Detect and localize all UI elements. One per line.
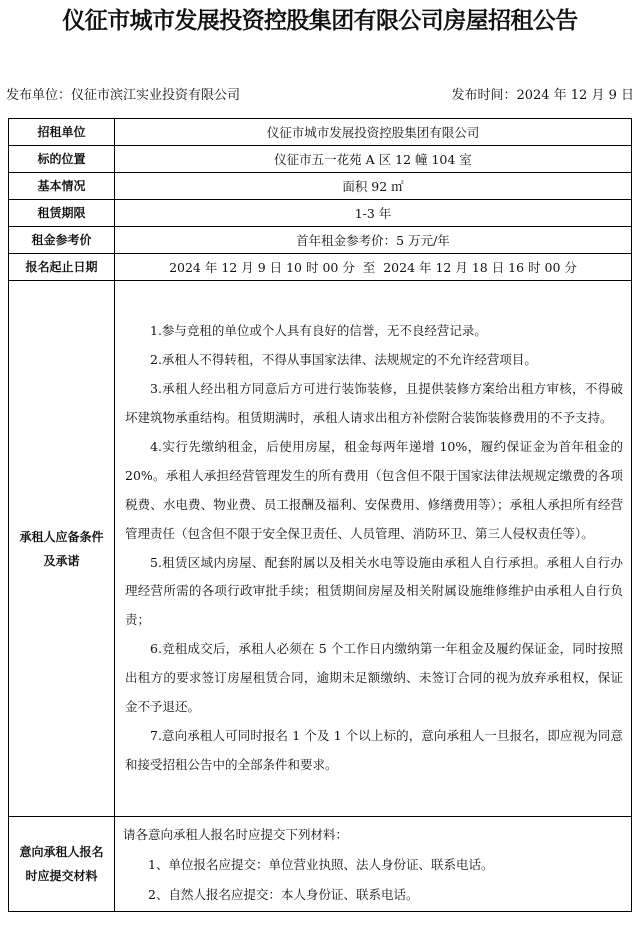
- condition-item: 7.意向承租人可同时报名 1 个及 1 个以上标的，意向承租人一旦报名，即应视为同意和接受招租公告中的全部条件和要求。: [125, 727, 623, 772]
- row-label: 标的位置: [9, 146, 115, 173]
- material-item: 2、自然人报名应提交：本人身份证、联系电话。: [148, 887, 419, 902]
- condition-item: 2.承租人不得转租，不得从事国家法律、法规规定的不允许经营项目。: [150, 352, 537, 368]
- materials-label: 意向承租人报名时应提交材料: [9, 817, 115, 912]
- table-row: [9, 254, 632, 281]
- table-row: [9, 146, 632, 173]
- material-item: 1、单位报名应提交：单位营业执照、法人身份证、联系电话。: [148, 857, 494, 872]
- conditions-content: [115, 281, 632, 817]
- table-row: [9, 227, 632, 254]
- condition-item: 5.租赁区域内房屋、配套附属以及相关水电等设施由承租人自行承担。承租人自行办理经营所需的各项行政审批手续；租赁期间房屋及相关附属设施维修维护由承租人自行负责；: [125, 554, 623, 628]
- condition-item: 3.承租人经出租方同意后方可进行装饰装修，且提供装修方案给出租方审核，不得破坏建筑物承重结构。租赁期满时，承租人请求出租方补偿附合装饰装修费用的不予支持。: [125, 381, 623, 425]
- notice-table: [8, 118, 632, 912]
- condition-item: 4.实行先缴纳租金，后使用房屋，租金每两年递增 10%，履约保证金为首年租金的 20%。承租人承担经营管理发生的所有费用（包含但不限于国家法律法规规定缴费的各项税费、水电费、物业费、员工报酬及福利、安保费用、修缮费用等）；承租人承担所有经营管理责任（包含但不限于安全保卫责任、人员管理、消防环卫、第三人侵权责任等）。: [125, 438, 623, 541]
- materials-row: [9, 817, 632, 912]
- condition-item: 6.竞租成交后，承租人必须在 5 个工作日内缴纳第一年租金及履约保证金，同时按照出租方的要求签订房屋租赁合同，逾期未足额缴纳、未签订合同的视为放弃承租权，保证金不予退还。: [125, 641, 623, 715]
- row-label: 租金参考价: [9, 227, 115, 254]
- table-row: [9, 119, 632, 146]
- conditions-row: [9, 281, 632, 817]
- row-label: 报名起止日期: [9, 254, 115, 281]
- row-label: 租赁期限: [9, 200, 115, 227]
- row-value: 仪征市五一花苑 A 区 12 幢 104 室: [115, 146, 632, 173]
- row-value: 1-3 年: [115, 200, 632, 227]
- table-row: [9, 173, 632, 200]
- row-value: 首年租金参考价：5 万元/年: [115, 227, 632, 254]
- condition-item: 1.参与竞租的单位或个人具有良好的信誉，无不良经营记录。: [150, 323, 487, 339]
- row-label: 招租单位: [9, 119, 115, 146]
- row-label: 基本情况: [9, 173, 115, 200]
- materials-content: [115, 817, 632, 912]
- row-value: 仪征市城市发展投资控股集团有限公司: [115, 119, 632, 146]
- conditions-label: 承租人应备条件及承诺: [9, 281, 115, 817]
- publish-time: 发布时间：2024 年 12 月 9 日: [451, 88, 634, 103]
- table-row: [9, 200, 632, 227]
- row-value: 面积 92 ㎡: [115, 173, 632, 200]
- page-title: 仪征市城市发展投资控股集团有限公司房屋招租公告: [62, 8, 578, 34]
- materials-intro: 请各意向承租人报名时应提交下列材料：: [123, 827, 349, 842]
- row-value: 2024 年 12 月 9 日 10 时 00 分 至 2024 年 12 月 18 日 16 时 00 分: [115, 254, 632, 281]
- publisher: 发布单位：仪征市滨江实业投资有限公司: [6, 88, 241, 103]
